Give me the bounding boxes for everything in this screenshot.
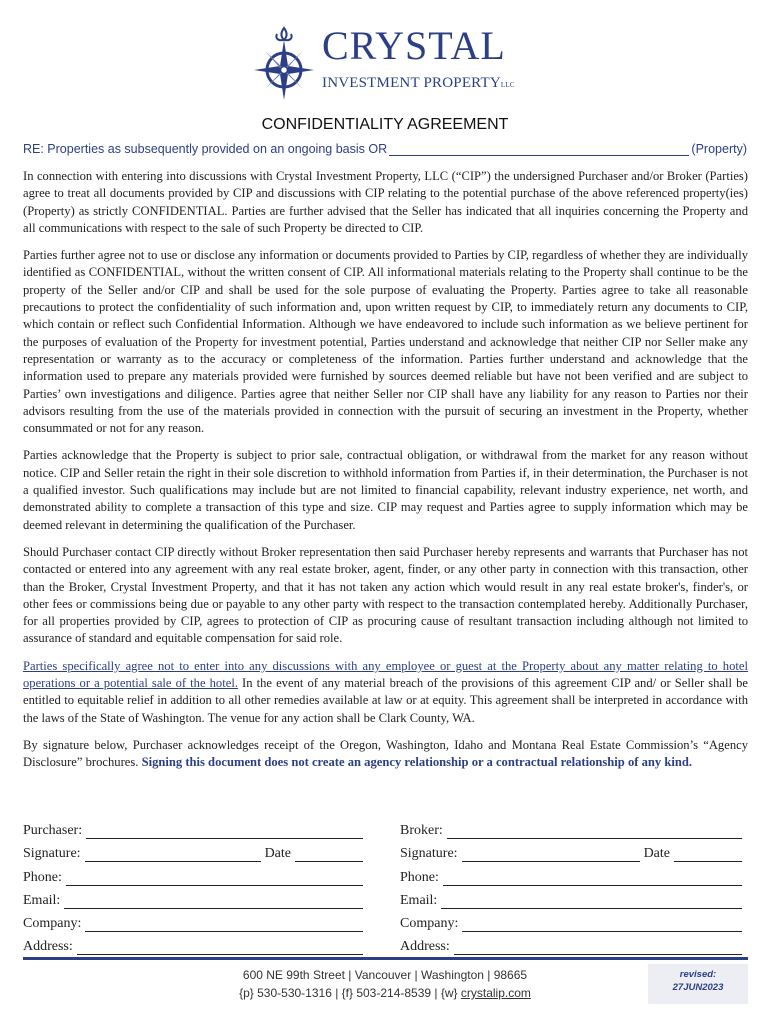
logo-subtitle-text: INVESTMENT PROPERTY (322, 75, 501, 91)
broker-phone-field[interactable] (443, 871, 742, 886)
website-link[interactable]: crystalip.com (460, 986, 531, 1000)
purchaser-address-field[interactable] (77, 940, 363, 955)
footer-phone-fax: {p} 530-530-1316 | {f} 503-214-8539 | {w} (239, 986, 461, 1000)
no-contact-link[interactable]: Parties specifically agree not to enter into any discussions with any employee or guest at the Property about any matter relating to hotel operations or a potential sale of the hotel. (23, 658, 748, 691)
revised-date: 27JUN2023 (672, 982, 724, 993)
purchaser-email-field[interactable] (64, 894, 363, 909)
logo-wordmark: CRYSTAL (322, 23, 506, 68)
broker-name-field[interactable] (447, 824, 742, 839)
paragraph-non-disclosure: Parties further agree not to use or disclose any information or documents provided to Parties by CIP, regardless of whether they are individually identified as CONFIDENTIAL, without the written consent of CIP. All informational materials relating to the Property shall continue to be the property of the Seller and/or CIP and shall be used for the sole purpose of evaluating the Property. Parties agree to take all reasonable precautions to protect the confidentiality of such information and, upon written request by CIP, to immediately return any documents to CIP, which contain or reflect such Confidential Information. Although we have endeavored to include such information as we believe pertinent for the purposes of evaluation of the Property for investment potential, Parties understand and acknowledge that neither CIP nor Seller make any representation or warranty as to the accuracy or completeness of the information. Parties further understand and acknowledge that the information used to prepare any materials provided were furnished by sources deemed reliable but have not been verified and are subject to Parties’ own investigations and diligence. Parties agree that neither Seller nor CIP shall have any liability for any reason to Parties nor their advisors resulting from the use of the materials provided in connection with the pursuit of securing an investment in the Property, whether consummated or not for any reason. (23, 248, 748, 436)
broker-signature-field[interactable] (462, 847, 640, 862)
purchaser-phone-field[interactable] (66, 871, 363, 886)
purchaser-name-row (23, 816, 363, 839)
broker-date-field[interactable] (674, 847, 742, 862)
broker-date-label: Date (643, 846, 670, 862)
purchaser-company-field[interactable] (85, 917, 363, 932)
purchaser-address-label: Address: (23, 939, 73, 955)
broker-address-row (400, 932, 742, 955)
broker-company-row (400, 909, 742, 932)
purchaser-phone-label: Phone: (23, 869, 62, 885)
re-suffix: (Property) (691, 142, 747, 156)
logo-llc: LLC (500, 81, 515, 89)
compass-star-icon (252, 26, 318, 106)
paragraph-agency-disclosure (23, 737, 748, 772)
revised-badge (648, 964, 748, 1004)
purchaser-company-row (23, 909, 363, 932)
document-title: CONFIDENTIALITY AGREEMENT (261, 116, 509, 133)
paragraph-prior-sale: Parties acknowledge that the Property is subject to prior sale, contractual obligation, or withdrawal from the market for any reason without notice. CIP and Seller retain the right in their sole discretion to withhold information from Parties if, in their determination, the Purchaser is not a qualified investor. Such qualifications may include but are not limited to financial capability, relevant industry experience, net worth, and demonstrated ability to complete a transaction of this type and size. CIP may request and Parties agree to supply information which may be deemed relevant in determining the qualification of the Purchaser. (23, 448, 748, 532)
broker-label: Broker: (400, 823, 443, 839)
agreement-body (23, 168, 748, 782)
broker-phone-label: Phone: (400, 869, 439, 885)
purchaser-signature-row (23, 839, 363, 862)
broker-phone-row (400, 862, 742, 885)
paragraph-broker-representation: Should Purchaser contact CIP directly without Broker representation then said Purchaser hereby represents and warrants that Purchaser has not contacted or entered into any agreement with any real estate broker, agent, finder, or any other party in connection with this transaction, other than the Broker, Crystal Investment Property, and that it has not taken any action which would result in any real estate broker's, finder's, or other fees or commissions being due or payable to any other party with respect to the transaction contemplated hereby. Additionally Purchaser, for all properties provided by CIP, agrees to protection of CIP as procuring cause of resultant transaction including although not limited to assurance of standard and equitable compensation for said role. (23, 544, 748, 646)
purchaser-company-label: Company: (23, 915, 82, 931)
re-prefix: RE: Properties as subsequently provided on an ongoing basis OR (23, 142, 388, 156)
paragraph-no-contact (23, 658, 748, 727)
purchaser-label: Purchaser: (23, 823, 83, 839)
purchaser-signature-label: Signature: (23, 846, 81, 862)
property-blank-field[interactable] (389, 142, 689, 156)
broker-company-label: Company: (400, 915, 459, 931)
footer-divider (23, 957, 748, 960)
broker-email-field[interactable] (441, 894, 742, 909)
purchaser-signature-block (23, 816, 363, 955)
footer-contact (200, 966, 570, 1002)
footer-contact-line (200, 984, 570, 1002)
broker-address-label: Address: (400, 939, 450, 955)
broker-signature-label: Signature: (400, 846, 458, 862)
purchaser-date-label: Date (264, 846, 291, 862)
broker-name-row (400, 816, 742, 839)
re-line (23, 142, 747, 156)
company-logo (252, 23, 522, 106)
paragraph-confidentiality: In connection with entering into discussions with Crystal Investment Property, LLC (“CIP”) the undersigned Purchaser and/or Broker (Parties) agree to treat all documents provided by CIP and discussions with CIP relating to the potential purchase of the above referenced property(ies) (Property) as strictly CONFIDENTIAL. Parties are further advised that the Seller has indicated that all inquiries concerning the Property and all communications with respect to the sale of such Property be directed to CIP. (23, 169, 748, 235)
agency-disclaimer: Signing this document does not create an agency relationship or a contractual relationship of any kind. (141, 755, 693, 770)
paragraph-breach-text: In the event of any material breach of the provisions of this agreement CIP and/ or Seller shall be entitled to equitable relief in addition to all other remedies available at law or at equity. This agreement shall be interpreted in accordance with the laws of the State of Washington. The venue for any action shall be Clark County, WA. (23, 676, 748, 725)
logo-subtitle (322, 75, 515, 92)
purchaser-phone-row (23, 862, 363, 885)
broker-signature-row (400, 839, 742, 862)
purchaser-name-field[interactable] (86, 824, 363, 839)
purchaser-email-row (23, 886, 363, 909)
purchaser-address-row (23, 932, 363, 955)
purchaser-date-field[interactable] (295, 847, 363, 862)
broker-company-field[interactable] (462, 917, 742, 932)
purchaser-email-label: Email: (23, 892, 61, 908)
broker-email-row (400, 886, 742, 909)
broker-address-field[interactable] (454, 940, 742, 955)
broker-signature-block (400, 816, 742, 955)
footer-address: 600 NE 99th Street | Vancouver | Washington | 98665 (242, 968, 528, 982)
purchaser-signature-field[interactable] (85, 847, 261, 862)
agency-disclosure-text: By signature below, Purchaser acknowledges receipt of the Oregon, Washington, Idaho and Montana Real Estate Commission’s “Agency Disclosure” brochures. (23, 737, 748, 770)
revised-label: revised: (679, 969, 717, 980)
broker-email-label: Email: (400, 892, 438, 908)
